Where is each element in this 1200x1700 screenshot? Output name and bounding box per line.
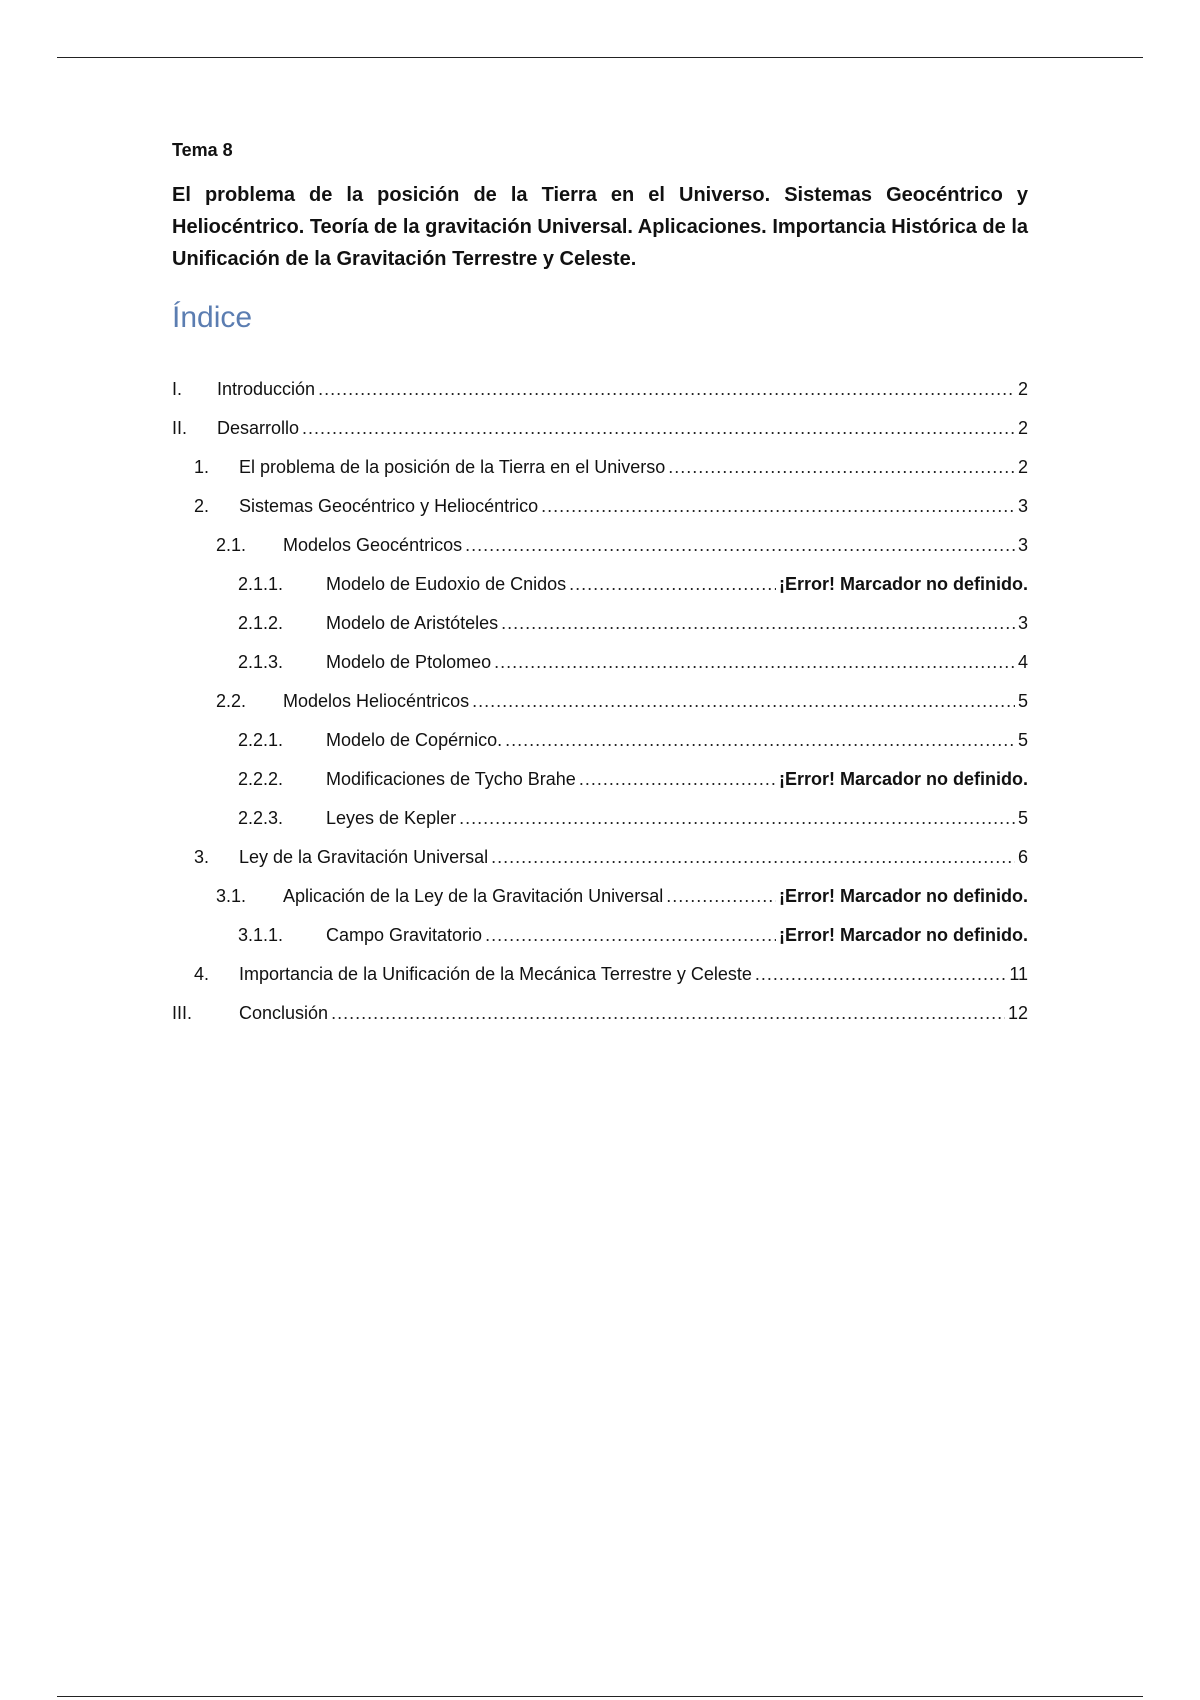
toc-entry-number: 3.1.1.: [238, 925, 284, 945]
toc-entry[interactable]: [172, 652, 1028, 691]
toc-entry-label: Modelo de Aristóteles: [326, 613, 499, 633]
toc-dot-leader: [569, 574, 776, 595]
toc-entry[interactable]: [172, 1003, 1028, 1042]
toc-entry-label: Desarrollo: [217, 418, 300, 438]
toc-dot-leader: [491, 847, 1015, 868]
toc-dot-leader: [485, 925, 776, 946]
toc-entry[interactable]: [172, 925, 1028, 964]
toc-entry[interactable]: [172, 886, 1028, 925]
toc-entry-number: 2.1.1.: [238, 574, 284, 594]
toc-dot-leader: [755, 964, 1006, 985]
toc-entry-page: 3: [1017, 613, 1028, 633]
toc-entry-number: III.: [172, 1003, 193, 1023]
toc-entry-number: 3.1.: [216, 886, 247, 906]
table-of-contents: [172, 379, 1028, 1042]
toc-entry-page: 5: [1017, 808, 1028, 828]
toc-entry-number: 2.2.3.: [238, 808, 284, 828]
toc-entry-error: ¡Error! Marcador no definido.: [778, 925, 1028, 945]
toc-entry-number: 2.1.2.: [238, 613, 284, 633]
toc-entry[interactable]: [172, 457, 1028, 496]
toc-entry-page: 6: [1017, 847, 1028, 867]
toc-entry-label: Aplicación de la Ley de la Gravitación Universal: [283, 886, 664, 906]
toc-entry-number: 2.1.3.: [238, 652, 284, 672]
toc-heading: Índice: [172, 301, 253, 334]
toc-entry-page: 3: [1017, 535, 1028, 555]
toc-entry-label: Modelos Heliocéntricos: [283, 691, 470, 711]
toc-entry-page: 2: [1017, 379, 1028, 399]
toc-entry-label: Modelo de Ptolomeo: [326, 652, 492, 672]
toc-dot-leader: [494, 652, 1015, 673]
toc-entry[interactable]: [172, 574, 1028, 613]
toc-entry-number: 3.: [194, 847, 210, 867]
toc-entry[interactable]: [172, 496, 1028, 535]
toc-dot-leader: [331, 1003, 1005, 1024]
header-rule: [57, 57, 1143, 58]
toc-entry-page: 11: [1009, 964, 1028, 984]
toc-entry-number: 2.2.1.: [238, 730, 284, 750]
toc-entry-number: II.: [172, 418, 188, 438]
toc-entry-label: Introducción: [217, 379, 316, 399]
toc-entry-label: Ley de la Gravitación Universal: [239, 847, 489, 867]
page-content: [172, 140, 1028, 1042]
toc-entry[interactable]: [172, 730, 1028, 769]
toc-dot-leader: [459, 808, 1015, 829]
toc-entry-number: I.: [172, 379, 183, 399]
toc-entry-number: 4.: [194, 964, 210, 984]
toc-entry-label: Importancia de la Unificación de la Mecánica Terrestre y Celeste: [239, 964, 752, 984]
toc-dot-leader: [472, 691, 1015, 712]
toc-entry-label: Conclusión: [239, 1003, 329, 1023]
toc-entry[interactable]: [172, 535, 1028, 574]
toc-entry[interactable]: [172, 769, 1028, 808]
toc-entry-label: Modelo de Eudoxio de Cnidos: [326, 574, 567, 594]
toc-entry-number: 2.2.2.: [238, 769, 284, 789]
toc-entry[interactable]: [172, 379, 1028, 418]
toc-entry-page: 5: [1017, 691, 1028, 711]
toc-entry-page: 5: [1017, 730, 1028, 750]
toc-dot-leader: [302, 418, 1015, 439]
toc-entry-label: Leyes de Kepler: [326, 808, 457, 828]
toc-entry-page: 12: [1007, 1003, 1028, 1023]
toc-entry-page: 3: [1017, 496, 1028, 516]
toc-dot-leader: [501, 613, 1015, 634]
toc-entry-page: 4: [1017, 652, 1028, 672]
toc-entry-number: 2.2.: [216, 691, 247, 711]
toc-entry-number: 2.1.: [216, 535, 247, 555]
toc-dot-leader: [666, 886, 776, 907]
toc-dot-leader: [318, 379, 1015, 400]
toc-dot-leader: [505, 730, 1015, 751]
topic-number: Tema 8: [172, 140, 233, 160]
toc-entry-number: 1.: [194, 457, 210, 477]
toc-entry-page: 2: [1017, 418, 1028, 438]
toc-entry-label: Campo Gravitatorio: [326, 925, 483, 945]
toc-entry[interactable]: [172, 691, 1028, 730]
toc-entry-error: ¡Error! Marcador no definido.: [778, 574, 1028, 594]
toc-entry-label: Sistemas Geocéntrico y Heliocéntrico: [239, 496, 539, 516]
toc-entry[interactable]: [172, 613, 1028, 652]
toc-dot-leader: [541, 496, 1015, 517]
footer-rule: [57, 1696, 1143, 1697]
toc-entry-label: Modelos Geocéntricos: [283, 535, 463, 555]
toc-dot-leader: [465, 535, 1015, 556]
toc-entry-error: ¡Error! Marcador no definido.: [778, 886, 1028, 906]
toc-entry-page: 2: [1017, 457, 1028, 477]
toc-entry[interactable]: [172, 964, 1028, 1003]
toc-entry-label: Modificaciones de Tycho Brahe: [326, 769, 576, 789]
document-title: El problema de la posición de la Tierra en el Universo. Sistemas Geocéntrico y Heliocéntrico. Teoría de la gravitación Universal. Aplicaciones. Importancia Histórica de la Unificación de la Gravitación Terrestre y Celeste.: [172, 184, 1028, 270]
toc-dot-leader: [668, 457, 1015, 478]
toc-entry[interactable]: [172, 847, 1028, 886]
toc-entry[interactable]: [172, 418, 1028, 457]
toc-dot-leader: [579, 769, 776, 790]
toc-entry-label: El problema de la posición de la Tierra en el Universo: [239, 457, 666, 477]
toc-entry[interactable]: [172, 808, 1028, 847]
toc-entry-error: ¡Error! Marcador no definido.: [778, 769, 1028, 789]
toc-entry-number: 2.: [194, 496, 210, 516]
toc-entry-label: Modelo de Copérnico.: [326, 730, 503, 750]
